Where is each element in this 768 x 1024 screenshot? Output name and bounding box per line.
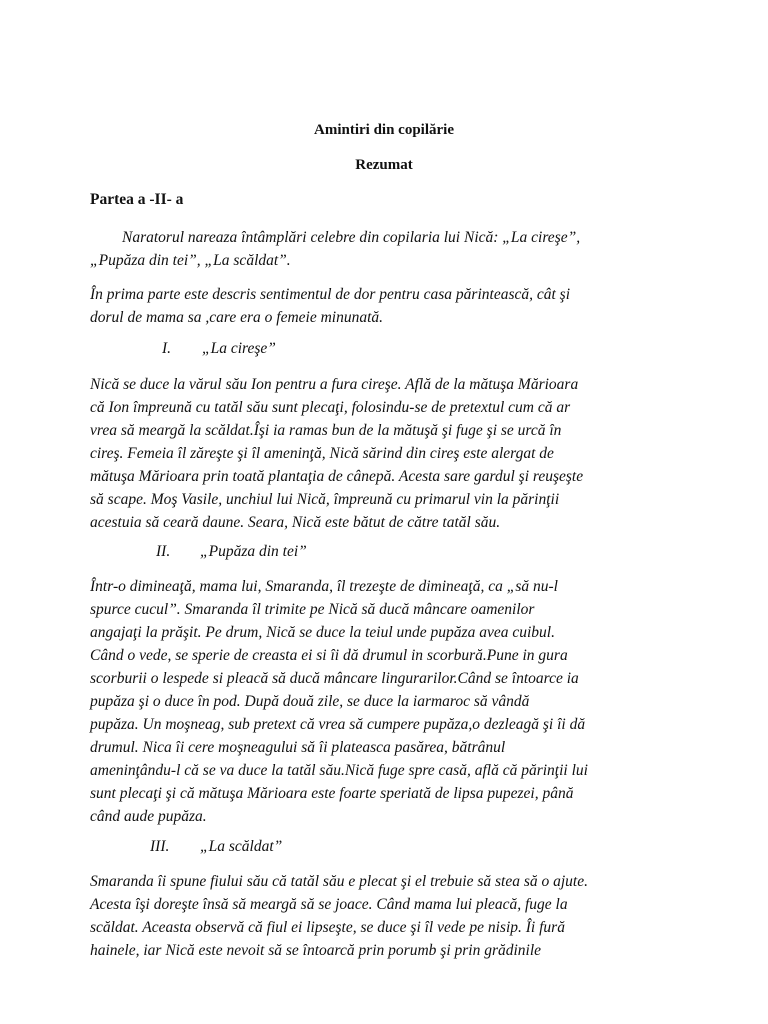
paragraph-line: Într-o dimineaţă, mama lui, Smaranda, îl trezeşte de dimineaţă, ca „să nu-l bbox=[90, 578, 558, 595]
paragraph-line: ameninţându-l că se va duce la tatăl său.Nică fuge spre casă, află că părinţii lui bbox=[90, 762, 588, 779]
paragraph-line: spurce cucul”. Smaranda îl trimite pe Nică să ducă mâncare oamenilor bbox=[90, 601, 535, 618]
paragraph-line: Când o vede, se sperie de creasta ei si îi dă drumul in scorbură.Pune in gura bbox=[90, 647, 568, 664]
section-title: „La scăldat” bbox=[200, 838, 283, 855]
paragraph-line: când aude pupăza. bbox=[90, 808, 207, 825]
paragraph-line: scăldat. Aceasta observă că fiul ei lipseşte, se duce şi îl vede pe nisip. Îi fură bbox=[90, 919, 565, 936]
paragraph-line: Smaranda îi spune fiului său că tatăl său e plecat şi el trebuie să stea să o ajute. bbox=[90, 873, 588, 890]
part-heading: Partea a -II- a bbox=[90, 191, 184, 208]
document-title: Amintiri din copilărie bbox=[314, 122, 454, 138]
paragraph-line: pupăza şi o duce în pod. După două zile, se duce la iarmaroc să vândă bbox=[90, 693, 530, 710]
first-part-paragraph bbox=[90, 283, 680, 329]
first-part-line: dorul de mama sa ,care era o femeie minunată. bbox=[90, 309, 384, 326]
paragraph-line: mătuşa Mărioara prin toată plantaţia de cânepă. Acesta sare gardul şi reuşeşte bbox=[90, 468, 584, 485]
paragraph-line: că Ion împreună cu tatăl său sunt plecaţi, folosindu-se de pretextul cum că ar bbox=[90, 399, 571, 416]
paragraph-line: cireş. Femeia îl zăreşte şi îl ameninţă, Nică sărind din cireş este alergat de bbox=[90, 445, 554, 462]
section-title: „Pupăza din tei” bbox=[200, 543, 307, 560]
section-paragraph-pupaza-din-tei bbox=[90, 575, 680, 828]
intro-line: „Pupăza din tei”, „La scăldat”. bbox=[90, 252, 291, 269]
document-subtitle: Rezumat bbox=[355, 157, 413, 173]
section-number: III. bbox=[150, 838, 170, 855]
paragraph-line: scorburii o lespede si pleacă să ducă mâncare lingurarilor.Când se întoarce ia bbox=[90, 670, 579, 687]
section-heading-la-cirese bbox=[162, 340, 276, 358]
paragraph-line: drumul. Nica îi cere moşneagului să îi plateasca pasărea, bătrânul bbox=[90, 739, 506, 756]
paragraph-line: angajaţi la prăşit. Pe drum, Nică se duce la teiul unde pupăza avea cuibul. bbox=[90, 624, 555, 641]
paragraph-line: Acesta îşi doreşte însă să meargă să se joace. Când mama lui pleacă, fuge la bbox=[90, 896, 568, 913]
section-heading-pupaza-din-tei bbox=[156, 543, 307, 561]
section-number: I. bbox=[162, 340, 172, 357]
paragraph-line: sunt plecaţi şi că mătuşa Mărioara este foarte speriată de lipsa pupezei, până bbox=[90, 785, 574, 802]
section-number: II. bbox=[156, 543, 171, 560]
paragraph-line: hainele, iar Nică este nevoit să se întoarcă prin porumb şi prin grădinile bbox=[90, 942, 542, 959]
section-title: „La cireşe” bbox=[202, 340, 276, 357]
section-paragraph-la-scaldat bbox=[90, 870, 680, 962]
paragraph-line: vrea să meargă la scăldat.Îşi ia ramas bun de la mătuşă şi fuge şi se urcă în bbox=[90, 422, 562, 439]
paragraph-line: să scape. Moş Vasile, unchiul lui Nică, împreună cu primarul vin la părinţii bbox=[90, 491, 560, 508]
paragraph-line: acestuia să ceară daune. Seara, Nică este bătut de către tatăl său. bbox=[90, 514, 501, 531]
section-heading-la-scaldat bbox=[150, 838, 282, 856]
intro-paragraph bbox=[90, 226, 680, 272]
paragraph-line: pupăza. Un moşneag, sub pretext că vrea să cumpere pupăza,o dezleagă şi îi dă bbox=[90, 716, 586, 733]
section-paragraph-la-cirese bbox=[90, 373, 680, 534]
paragraph-line: Nică se duce la vărul său Ion pentru a fura cireşe. Află de la mătuşa Mărioara bbox=[90, 376, 579, 393]
intro-line: Naratorul nareaza întâmplări celebre din copilaria lui Nică: „La cireşe”, bbox=[122, 229, 581, 246]
first-part-line: În prima parte este descris sentimentul de dor pentru casa părintească, cât şi bbox=[90, 286, 571, 303]
